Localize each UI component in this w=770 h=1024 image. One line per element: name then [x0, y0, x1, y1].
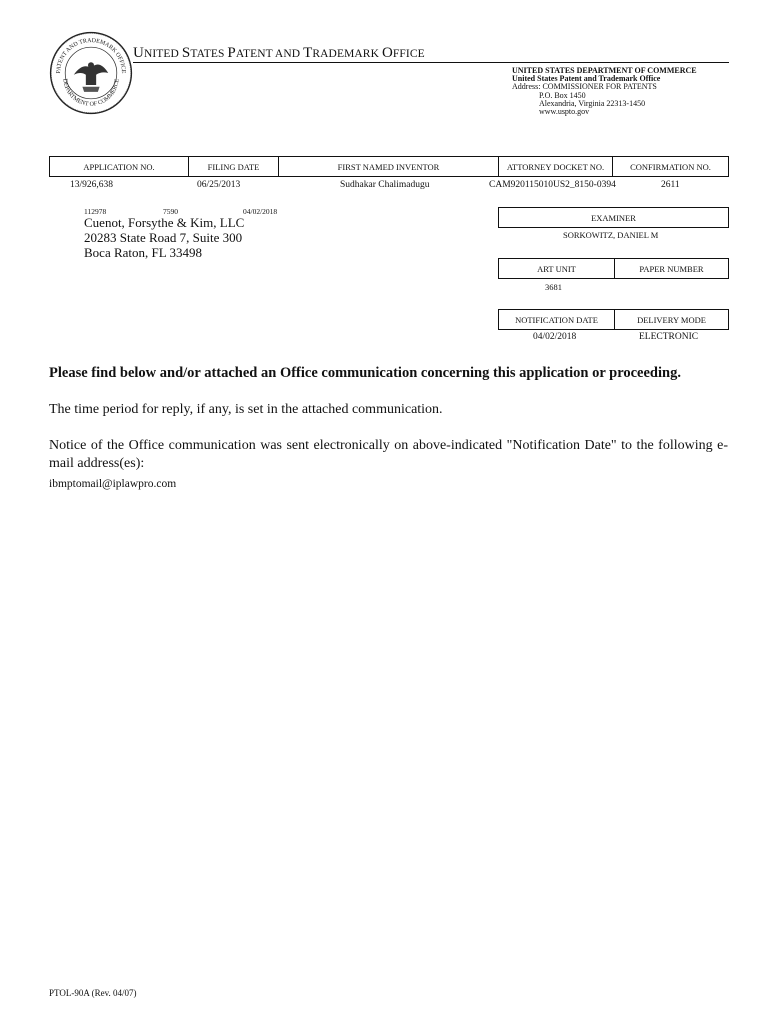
correspondence-code: 7590 — [163, 207, 178, 216]
correspondence-city: Boca Raton, FL 33498 — [84, 245, 202, 260]
office-title — [133, 45, 425, 62]
communication-headline: Please find below and/or attached an Office communication concerning this application or proceeding. — [49, 365, 681, 381]
header-examiner: EXAMINER — [591, 212, 636, 223]
header-confirmation-no: CONFIRMATION NO. — [630, 161, 711, 172]
header-rule — [133, 62, 729, 63]
office-title-part: TATES — [190, 48, 228, 60]
customer-number: 112978 — [84, 207, 107, 216]
delivery-mode: ELECTRONIC — [639, 332, 699, 342]
address-label: Address: — [512, 82, 541, 92]
header-art-unit: ART UNIT — [499, 259, 615, 278]
uspto-seal — [48, 30, 134, 116]
notification-date: 04/02/2018 — [533, 332, 577, 342]
header-attorney-docket-no: ATTORNEY DOCKET NO. — [499, 157, 613, 176]
header-notification-date: NOTIFICATION DATE — [499, 310, 615, 329]
mailing-date: 04/02/2018 — [243, 207, 278, 216]
correspondence-name: Cuenot, Forsythe & Kim, LLC — [84, 215, 245, 230]
seal-text-top: PATENT AND TRADEMARK OFFICE — [56, 37, 127, 74]
office-title-part: RADEMARK — [312, 48, 382, 60]
office-title-part: FFICE — [392, 48, 425, 60]
first-named-inventor: Sudhakar Chalimadugu — [340, 180, 430, 190]
office-title-cap: O — [381, 45, 393, 61]
art-unit-header-box — [498, 258, 729, 279]
address-line-4: www.uspto.gov — [539, 107, 590, 117]
department-name: UNITED STATES DEPARTMENT OF COMMERCE — [512, 66, 697, 75]
form-identifier: PTOL-90A (Rev. 04/07) — [49, 988, 137, 998]
address-line-2: P.O. Box 1450 — [539, 90, 586, 100]
notification-header-box — [498, 309, 729, 330]
office-title-cap: U — [133, 45, 144, 61]
office-title-part: ATENT AND — [235, 48, 304, 60]
correspondence-street: 20283 State Road 7, Suite 300 — [84, 230, 243, 245]
header-first-named-inventor: FIRST NAMED INVENTOR — [279, 157, 499, 176]
header-paper-number: PAPER NUMBER — [639, 263, 704, 274]
header-delivery-mode: DELIVERY MODE — [637, 314, 706, 325]
office-name: United States Patent and Trademark Office — [512, 74, 661, 84]
notice-text: Notice of the Office communication was sent electronically on above-indicated "Notification Date" to the following e-mail address(es): — [49, 438, 728, 471]
office-title-part: NITED — [143, 48, 182, 60]
examiner-header-box — [498, 207, 729, 228]
application-no: 13/926,638 — [70, 180, 114, 190]
art-unit-value: 3681 — [545, 282, 562, 292]
department-address-block — [512, 67, 697, 116]
address-line-3: Alexandria, Virginia 22313-1450 — [539, 98, 646, 108]
office-title-cap: P — [227, 45, 236, 61]
filing-date: 06/25/2013 — [197, 180, 241, 190]
notification-email: ibmptomail@iplawpro.com — [49, 478, 177, 490]
confirmation-no: 2611 — [661, 180, 680, 190]
header-filing-date: FILING DATE — [189, 157, 279, 176]
office-title-cap: T — [303, 45, 313, 61]
header-application-no: APPLICATION NO. — [50, 157, 189, 176]
attorney-docket-no: CAM920115010US2_8150-0394 — [489, 180, 616, 190]
reply-period-text: The time period for reply, if any, is set in the attached communication. — [49, 402, 443, 417]
office-title-cap: S — [181, 45, 191, 61]
address-line-1: COMMISSIONER FOR PATENTS — [542, 82, 657, 92]
seal-text-bottom: DEPARTMENT OF COMMERCE — [61, 78, 121, 108]
examiner-name: SORKOWITZ, DANIEL M — [563, 230, 659, 240]
application-info-header — [49, 156, 729, 177]
